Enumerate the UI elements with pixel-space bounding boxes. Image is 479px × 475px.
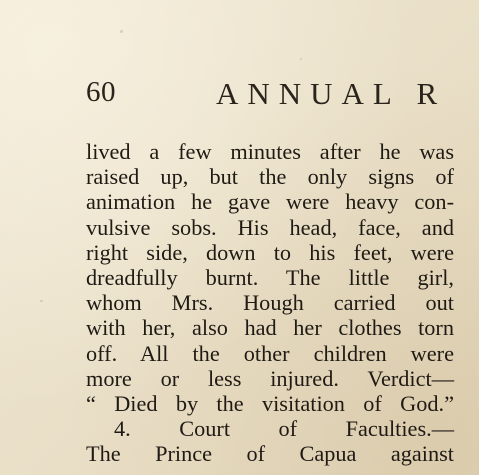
running-title: ANNUAL R: [216, 76, 447, 111]
text-line: more or less injured. Verdict—: [86, 365, 454, 391]
text-line: right side, down to his feet, were: [86, 239, 454, 265]
page-number: 60: [86, 76, 116, 108]
text-line: whom Mrs. Hough carried out: [86, 290, 454, 316]
running-header: [86, 76, 479, 116]
paper-foxing-spot: [120, 30, 123, 33]
text-line: animation he gave were heavy con-: [86, 189, 454, 215]
text-line: off. All the other children were: [86, 340, 454, 366]
text-line: lived a few minutes after he was: [86, 139, 454, 164]
text-line: with her, also had her clothes torn: [86, 315, 454, 341]
text-line: The Prince of Capua against: [86, 441, 454, 467]
text-line: raised up, but the only signs of: [86, 164, 454, 190]
paper-foxing-spot: [40, 300, 43, 302]
article-text: [86, 139, 454, 466]
text-line: vulsive sobs. His head, face, and: [86, 214, 454, 240]
paper-foxing-spot: [300, 58, 302, 60]
section-heading: 4. Court of Faculties.—: [114, 416, 454, 442]
text-line: dreadfully burnt. The little girl,: [86, 264, 454, 290]
text-line: “ Died by the visitation of God.”: [86, 390, 454, 416]
